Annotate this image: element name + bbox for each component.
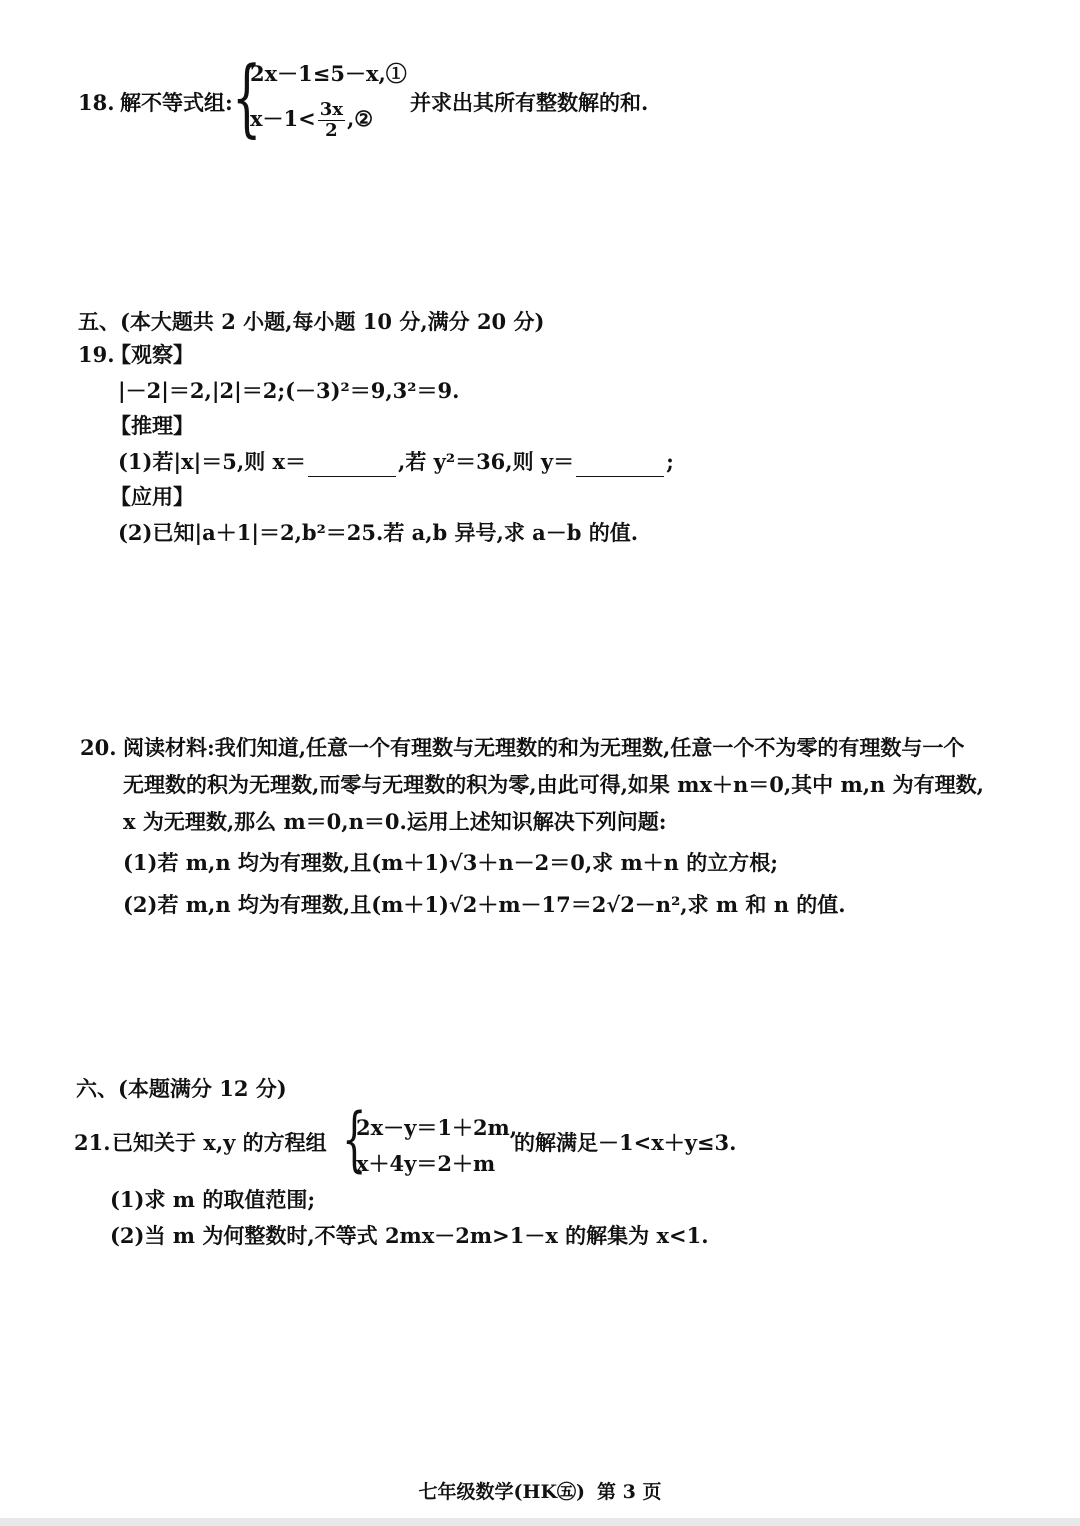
q18-lead: 解不等式组: [120, 90, 233, 115]
q20-part1: (1)若 m,n 均为有理数,且(m＋1)√3＋n－2＝0,求 m＋n 的立方根; [123, 850, 778, 875]
q20-line1: 阅读材料:我们知道,任意一个有理数与无理数的和为无理数,任意一个不为零的有理数与一个 [123, 735, 965, 760]
q19-apply-tag: 【应用】 [110, 484, 194, 509]
footer-page-number: 第 3 页 [597, 1481, 662, 1503]
q20-part2: (2)若 m,n 均为有理数,且(m＋1)√2＋m－17＝2√2－n²,求 m 和 n 的值. [123, 892, 846, 917]
q19-part1-c: ; [666, 449, 674, 474]
q19-observe-text: |－2|＝2,|2|＝2;(－3)²＝9,3²＝9. [118, 378, 460, 403]
q19-reason-tag: 【推理】 [110, 413, 194, 438]
q21-equation-2: x＋4y＝2＋m [356, 1151, 496, 1176]
q18-frac-num: 3x [319, 99, 343, 120]
q18-tail: 并求出其所有整数解的和. [410, 90, 649, 115]
q21-lead: 已知关于 x,y 的方程组 [112, 1130, 327, 1155]
q19-part1-a: (1)若|x|＝5,则 x＝ [118, 449, 307, 474]
q19-part2: (2)已知|a＋1|＝2,b²＝25.若 a,b 异号,求 a－b 的值. [118, 520, 639, 545]
q19-observe-tag: 【观察】 [110, 342, 194, 367]
q18-ineq2-left: x－1< [250, 106, 316, 131]
q18-inequality-2 [250, 100, 373, 141]
q19-blank-y[interactable] [576, 454, 664, 477]
q18-brace: { [232, 48, 262, 146]
q18-frac-den: 2 [325, 120, 338, 141]
section5-title: 五、(本大题共 2 小题,每小题 10 分,满分 20 分) [78, 309, 545, 334]
q18-ineq2-right: ,② [347, 106, 374, 131]
q21-part2: (2)当 m 为何整数时,不等式 2mx－2m>1－x 的解集为 x<1. [110, 1223, 709, 1248]
q19-number: 19. [78, 342, 115, 367]
q20-number: 20. [80, 735, 117, 760]
q21-tail: 的解满足－1<x＋y≤3. [514, 1130, 737, 1155]
q19-part1 [118, 447, 674, 477]
section6-title: 六、(本题满分 12 分) [76, 1076, 287, 1101]
q21-brace: { [342, 1098, 367, 1180]
footer-subject: 七年级数学(HK㊄) [418, 1481, 585, 1503]
q20-line2: 无理数的积为无理数,而零与无理数的积为零,由此可得,如果 mx＋n＝0,其中 m,n 为有理数, [123, 772, 984, 797]
q18-number: 18. [78, 90, 115, 115]
page-footer [0, 1477, 1080, 1504]
q18-fraction [318, 100, 345, 141]
q19-blank-x[interactable] [308, 454, 396, 477]
q21-number: 21. [74, 1130, 111, 1155]
q19-part1-b: ,若 y²＝36,则 y＝ [398, 449, 575, 474]
q21-equation-1: 2x－y＝1＋2m, [356, 1115, 518, 1140]
q18-inequality-1: 2x－1≤5－x,① [250, 61, 407, 86]
q21-part1: (1)求 m 的取值范围; [110, 1187, 316, 1212]
q20-line3: x 为无理数,那么 m＝0,n＝0.运用上述知识解决下列问题: [123, 809, 667, 834]
scan-bottom-edge [0, 1518, 1080, 1526]
